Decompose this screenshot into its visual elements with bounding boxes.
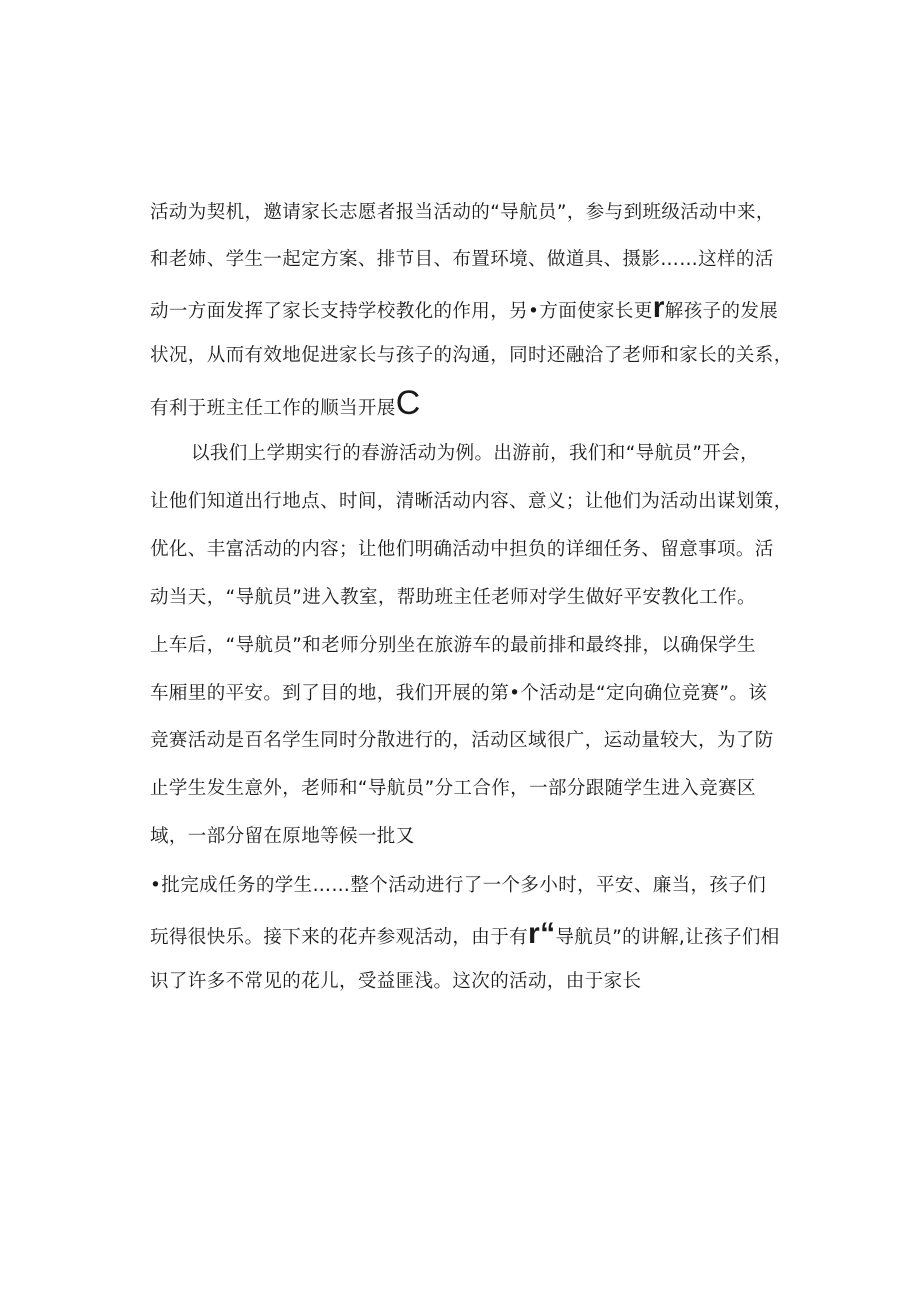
- text-line-3: [150, 293, 790, 323]
- text-line-5a: 有利于班主任工作的顺当开展: [150, 398, 396, 419]
- text-line-10: 上车后，“导航员”和老师分别坐在旅游车的最前排和最终排，以确保学生: [150, 635, 756, 656]
- text-line-15: •批完成任务的学生……整个活动进行了一个多小时，平安、廉当，孩子们: [150, 875, 767, 896]
- text-line-16b: 导航员”的讲解,让孩子们相: [555, 927, 780, 948]
- text-line-17: 识了许多不常见的花儿，受益匪浅。这次的活动，由于家长: [150, 971, 642, 992]
- text-line-16a: 玩得很快乐。接下来的花卉参观活动，由于有: [150, 927, 529, 948]
- text-line-4: 状况，从而有效地促进家长与孩子的沟通，同时还融洽了老师和家长的关系，: [150, 345, 793, 366]
- text-line-3a: 动一方面发挥了家长支持学校教化的作用，另•方面使家长更: [150, 301, 653, 322]
- text-line-9: 动当天，“导航员”进入教室，帮助班主任老师对学生做好平安教化工作。: [150, 587, 756, 608]
- text-line-3b: 解孩子的发展: [664, 301, 779, 322]
- text-line-11: 车厢里的平安。到了目的地，我们开展的第•个活动是“定向确位竞赛”。该: [150, 683, 768, 704]
- text-line-13: 止学生发生意外，老师和“导航员”分工合作，一部分跟随学生进入竞赛区: [150, 778, 756, 799]
- text-line-7: 让他们知道出行地点、时间，清晰活动内容、意义；让他们为活动出谋划策，: [150, 491, 793, 512]
- glyph-r-quote: r“: [528, 917, 556, 950]
- text-line-6: 以我们上学期实行的春游活动为例。出游前，我们和“导航员”开会，: [191, 443, 760, 464]
- glyph-c: C: [395, 384, 421, 422]
- text-line-2: 和老姉、学生一起定方案、排节目、布置环境、做道具、摄影……这样的活: [150, 249, 774, 270]
- text-line-12: 竞赛活动是百名学生同时分散进行的，活动区域很广，运动量较大，为了防: [150, 730, 774, 751]
- text-line-1: 活动为契机，邀请家长志愿者报当活动的“导航员”，参与到班级活动中来，: [150, 202, 775, 223]
- glyph-r: r: [652, 291, 665, 324]
- text-line-16: [150, 919, 790, 949]
- text-line-14: 域，一部分留在原地等候一批又: [150, 826, 415, 847]
- text-line-5: [150, 384, 790, 422]
- text-line-8: 优化、丰富活动的内容；让他们明确活动中担负的详细任务、留意事项。活: [150, 539, 774, 560]
